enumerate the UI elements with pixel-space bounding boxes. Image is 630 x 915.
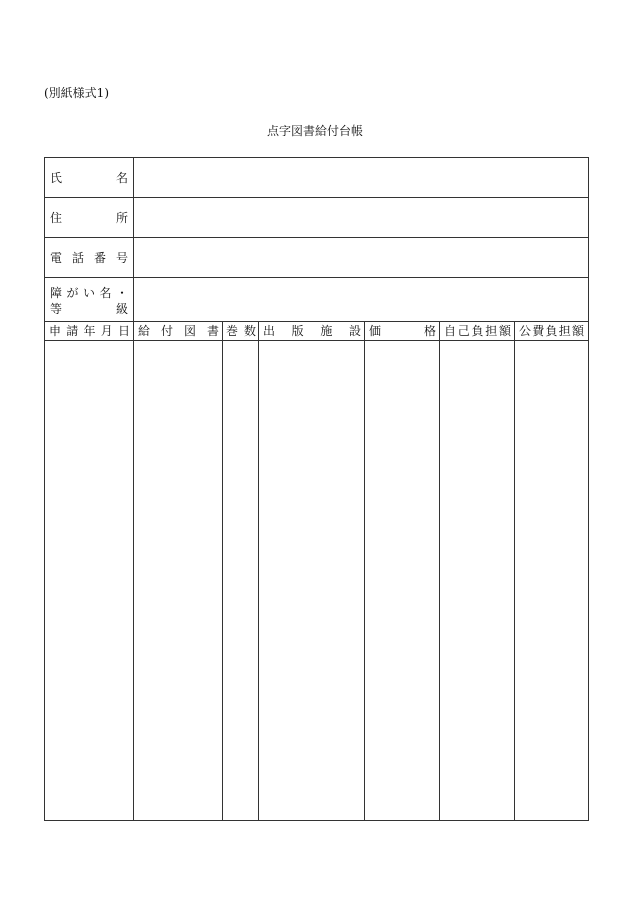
disability-field[interactable] bbox=[134, 278, 588, 321]
phone-field[interactable] bbox=[134, 238, 588, 277]
field-row-name bbox=[45, 158, 588, 198]
header-char: 負 bbox=[545, 324, 558, 338]
label-char: い bbox=[82, 286, 95, 300]
label-char: 名 bbox=[115, 171, 128, 185]
column-header-book bbox=[134, 322, 223, 341]
header-char: 付 bbox=[160, 324, 173, 338]
volumes-cell[interactable] bbox=[223, 341, 258, 820]
header-char: 給 bbox=[138, 324, 151, 338]
label-char: 等 bbox=[50, 302, 63, 316]
header-char: 公 bbox=[519, 324, 532, 338]
header-char: 自 bbox=[444, 324, 457, 338]
label-char: 所 bbox=[115, 211, 128, 225]
label-char: が bbox=[66, 286, 79, 300]
label-char: 氏 bbox=[50, 171, 63, 185]
label-char: 番 bbox=[93, 251, 106, 265]
ledger-form bbox=[44, 157, 589, 821]
address-field[interactable] bbox=[134, 198, 588, 237]
label-char: 住 bbox=[50, 211, 63, 225]
field-row-address bbox=[45, 198, 588, 238]
column-header-public-pay bbox=[515, 322, 588, 341]
header-char: 負 bbox=[471, 324, 484, 338]
publisher-cell[interactable] bbox=[259, 341, 364, 820]
label-char: ・ bbox=[115, 286, 128, 300]
label-char: 名 bbox=[99, 286, 112, 300]
name-field[interactable] bbox=[134, 158, 588, 197]
public-pay-cell[interactable] bbox=[515, 341, 588, 820]
field-label-address bbox=[45, 198, 134, 237]
header-char: 価 bbox=[369, 324, 382, 338]
column-header-application-date bbox=[45, 322, 134, 341]
label-char: 級 bbox=[115, 302, 128, 316]
header-char: 年 bbox=[83, 324, 96, 338]
header-char: 申 bbox=[49, 324, 62, 338]
label-char: 障 bbox=[50, 286, 63, 300]
book-cell[interactable] bbox=[134, 341, 222, 820]
column-header-price bbox=[365, 322, 440, 341]
column-header-self-pay bbox=[440, 322, 515, 341]
price-cell[interactable] bbox=[365, 341, 439, 820]
header-char: 図 bbox=[183, 324, 196, 338]
header-char: 格 bbox=[423, 324, 436, 338]
header-char: 己 bbox=[457, 324, 470, 338]
document-title: 点字図書給付台帳 bbox=[266, 124, 363, 138]
label-char: 話 bbox=[71, 251, 84, 265]
header-char: 巻 bbox=[226, 324, 239, 338]
label-char: 号 bbox=[115, 251, 128, 265]
field-label-phone bbox=[45, 238, 134, 277]
header-char: 書 bbox=[206, 324, 219, 338]
column-header-volumes bbox=[223, 322, 259, 341]
header-char: 出 bbox=[263, 324, 276, 338]
header-char: 月 bbox=[100, 324, 113, 338]
field-row-disability bbox=[45, 278, 588, 322]
column-header-publisher bbox=[259, 322, 365, 341]
form-reference: (別紙様式1) bbox=[44, 86, 109, 100]
header-char: 施 bbox=[320, 324, 333, 338]
field-row-phone bbox=[45, 238, 588, 278]
header-char: 数 bbox=[243, 324, 256, 338]
field-label-name bbox=[45, 158, 134, 197]
header-char: 日 bbox=[117, 324, 130, 338]
header-char: 版 bbox=[291, 324, 304, 338]
header-char: 設 bbox=[348, 324, 361, 338]
header-char: 額 bbox=[571, 324, 584, 338]
header-char: 額 bbox=[498, 324, 511, 338]
self-pay-cell[interactable] bbox=[440, 341, 514, 820]
header-char: 費 bbox=[532, 324, 545, 338]
application-date-cell[interactable] bbox=[45, 341, 133, 820]
header-char: 担 bbox=[558, 324, 571, 338]
field-label-disability bbox=[45, 278, 134, 321]
ledger-table bbox=[45, 322, 588, 820]
header-char: 担 bbox=[485, 324, 498, 338]
header-char: 請 bbox=[66, 324, 79, 338]
label-char: 電 bbox=[50, 251, 63, 265]
